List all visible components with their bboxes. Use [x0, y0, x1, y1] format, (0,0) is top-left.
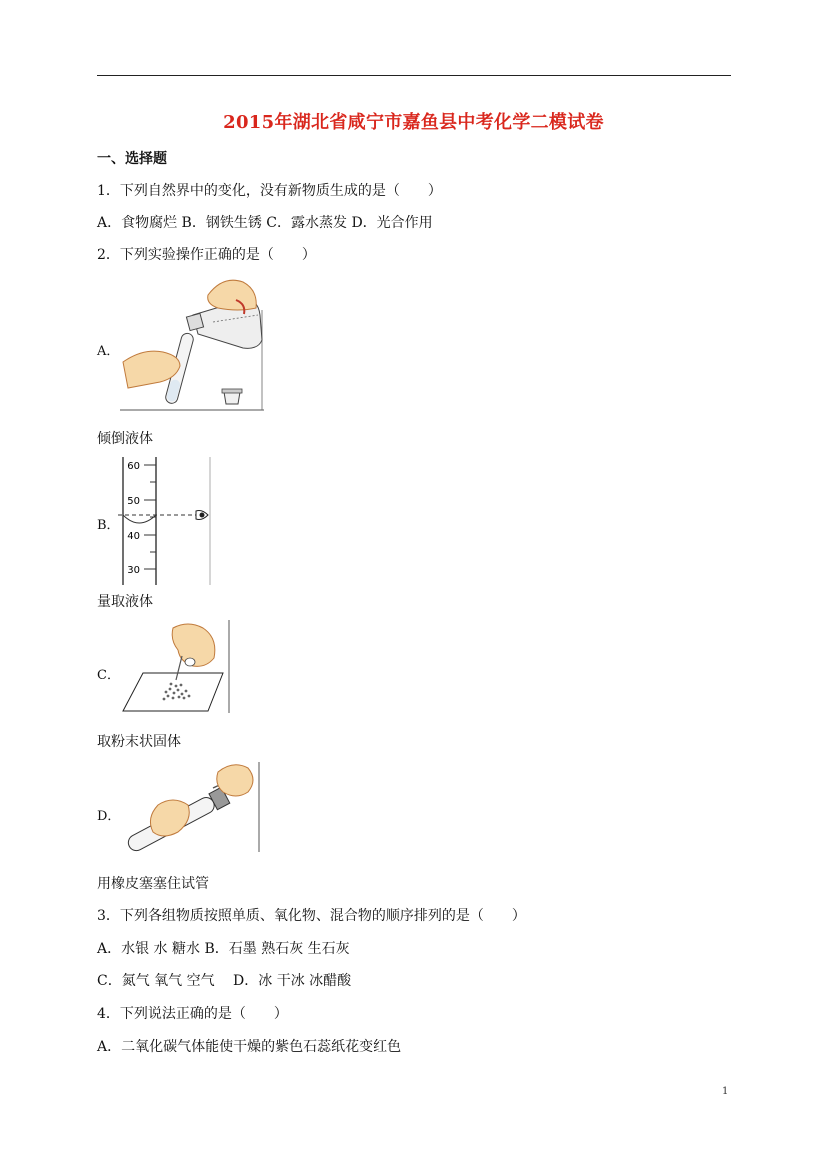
cylinder-tick-40: 40 — [127, 531, 140, 542]
question-3-options-2: C．氮气 氧气 空气 D．冰 干冰 冰醋酸 — [97, 973, 352, 989]
option-d-label: D． — [97, 809, 121, 824]
option-d-caption: 用橡皮塞塞住试管 — [97, 876, 209, 892]
question-1-stem: 1．下列自然界中的变化，没有新物质生成的是（ ） — [97, 183, 442, 199]
option-c-label: C． — [97, 668, 120, 683]
cylinder-tick-30: 30 — [127, 565, 140, 576]
question-3-stem: 3．下列各组物质按照单质、氧化物、混合物的顺序排列的是（ ） — [97, 908, 526, 924]
question-4-stem: 4．下列说法正确的是（ ） — [97, 1006, 288, 1022]
question-3-options-1: A．水银 水 糖水 B．石墨 熟石灰 生石灰 — [97, 941, 350, 957]
page-title: 2015年湖北省咸宁市嘉鱼县中考化学二模试卷 — [223, 112, 604, 133]
powder-figure — [118, 618, 233, 715]
header-rule — [97, 75, 731, 76]
cylinder-tick-50: 50 — [127, 496, 140, 507]
option-a-caption: 倾倒液体 — [97, 431, 153, 447]
section-heading: 一、选择题 — [97, 151, 167, 167]
option-a-label: A． — [97, 344, 120, 359]
question-2-stem: 2．下列实验操作正确的是（ ） — [97, 247, 316, 263]
option-b-caption: 量取液体 — [97, 594, 153, 610]
graduated-cylinder-figure — [118, 455, 214, 587]
question-1-options: A．食物腐烂 B．钢铁生锈 C．露水蒸发 D．光合作用 — [97, 215, 433, 231]
question-4-option-a: A．二氧化碳气体能使干燥的紫色石蕊纸花变红色 — [97, 1039, 402, 1055]
cylinder-tick-60: 60 — [127, 461, 140, 472]
option-c-caption: 取粉末状固体 — [97, 734, 181, 750]
stopper-tube-figure — [118, 760, 263, 854]
pouring-liquid-figure — [118, 270, 266, 415]
page-number: 1 — [722, 1086, 729, 1097]
option-b-label: B． — [97, 518, 120, 533]
